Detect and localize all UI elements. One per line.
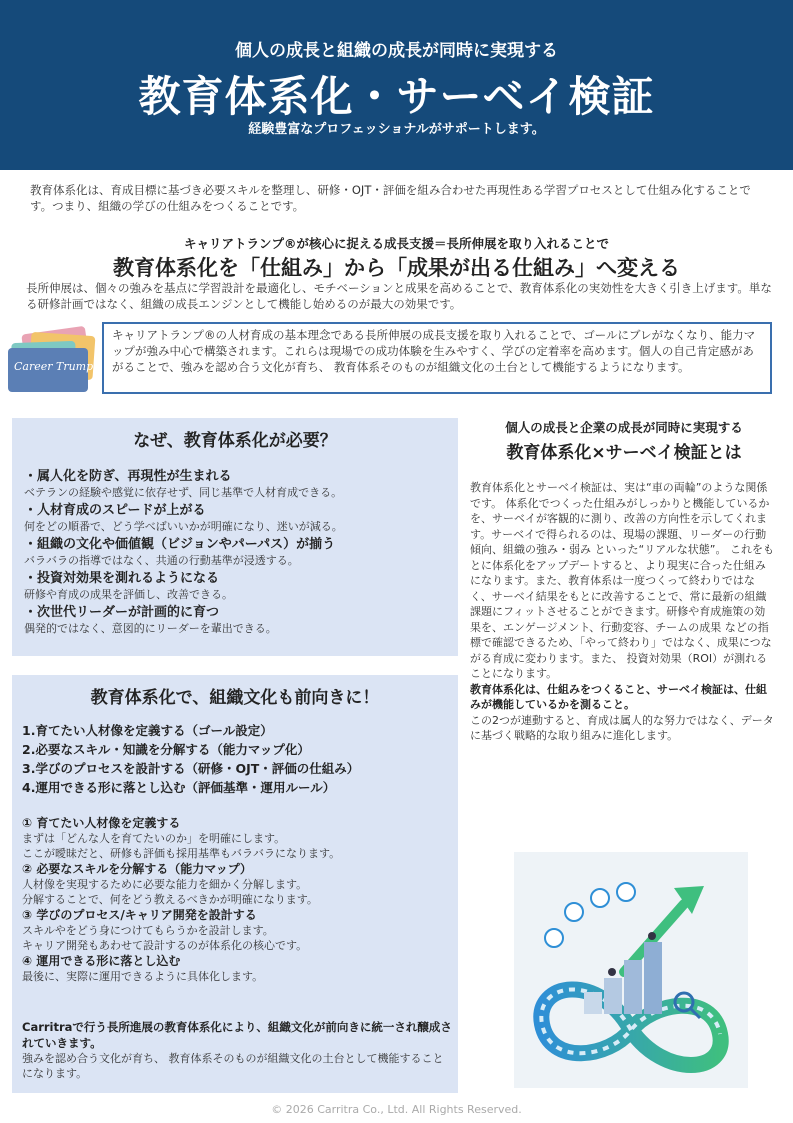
step-item: 4.運用できる形に落とし込む（評価基準・運用ルール）: [22, 780, 336, 795]
detail-line: スキルやをどう身につけてもらうかを設計します。: [22, 924, 274, 937]
careertrump-body: 長所伸展は、個々の強みを基点に学習設計を最適化し、モチベーションと成果を高めることで、教育体系化の実効性を大きく引き上げます。単なる研修計画ではなく、組織の成長エンジンとして機能し始めるのが最大の効果です。: [26, 281, 772, 311]
careertrump-title: 教育体系化を「仕組み」から「成果が出る仕組み」へ変える: [113, 256, 680, 280]
why-item-desc: バラバラの指導ではなく、共通の行動基準が浸透する。: [24, 554, 299, 567]
list-item: [24, 536, 454, 568]
step-item: 1.育てたい人材像を定義する（ゴール設定）: [22, 723, 273, 738]
why-item-desc: 研修や育成の成果を評価し、改善できる。: [24, 588, 233, 601]
why-item-heading: ・投資対効果を測れるようになる: [24, 571, 220, 586]
step-details: [22, 815, 452, 984]
why-item-desc: 何をどの順番で、どう学べばいいかが明確になり、迷いが減る。: [24, 520, 343, 533]
survey-paragraph: 教育体系化とサーベイ検証は、実は“車の両輪”のような関係です。 体系化でつくった仕組みがしっかりと機能しているかを、サーベイが客観的に測り、改善の方向性を示してくれます。サーベイで得られるのは、現場の課題、リーダーの行動傾向、組織の強み・弱み といった“リアルな状態”。 これをもとに体系化をアップデートすると、より現実に合った仕組みになります。また、教育体系は一度つくって終わりではなく、サーベイ結果をもとに改善することで、常に最新の組織課題にフィットさせることができます。研修や育成施策の効果を、エンゲージメント、行動変容、チームの成果 などの指標で確認できるため、「やって終わり」ではなく、成果につながる育成に変わります。また、 投資対効果（ROI）が測れることになります。: [470, 481, 774, 680]
survey-bold-statement: 教育体系化は、仕組みをつくること、サーベイ検証は、仕組みが機能しているかを測ること。: [470, 682, 767, 711]
why-item-heading: ・人材育成のスピードが上がる: [24, 503, 206, 518]
detail-heading: ① 育てたい人材像を定義する: [22, 816, 181, 830]
summary-desc: 強みを認め合う文化が育ち、 教育体系そのものが組織文化の土台として機能することになります。: [22, 1052, 444, 1080]
survey-body: [470, 480, 774, 744]
detail-heading: ③ 学びのプロセス/キャリア開発を設計する: [22, 908, 257, 922]
why-item-heading: ・次世代リーダーが計画的に育つ: [24, 605, 220, 620]
career-trump-logo: Career Trump: [14, 360, 94, 373]
detail-line: まずは「どんな人を育てたいのか」を明確にします。: [22, 832, 286, 845]
detail-item: [22, 953, 452, 984]
detail-item: [22, 861, 452, 907]
why-item-desc: ベテランの経験や感覚に依存せず、同じ基準で人材育成できる。: [24, 486, 343, 499]
culture-title: 教育体系化で、組織文化も前向きに！: [90, 688, 380, 708]
step-list: [22, 721, 452, 797]
survey-kicker: 個人の成長と企業の成長が同時に実現する: [505, 420, 743, 435]
why-item-heading: ・属人化を防ぎ、再現性が生まれる: [24, 469, 232, 484]
survey-conclusion: この2つが連動すると、育成は属人的な努力ではなく、データに基づく戦略的な取り組みに進化します。: [470, 713, 774, 742]
detail-heading: ② 必要なスキルを分解する（能力マップ）: [22, 862, 252, 876]
careertrump-callout: キャリアトランプ®の人材育成の基本理念である長所伸展の成長支援を取り入れることで、ゴールにブレがなくなり、能力マップが強み中心で構築されます。これらは現場での成功体験を生みやすく、学びの定着率を高めます。個人の自己肯定感があがることで、強みを認め合う文化が育ち、 教育体系そのものが組織文化の土台として機能するようになります。: [102, 322, 772, 394]
detail-heading: ④ 運用できる形に落とし込む: [22, 954, 181, 968]
why-item-heading: ・組織の文化や価値観（ビジョンやパーパス）が揃う: [24, 537, 336, 552]
detail-item: [22, 815, 452, 861]
detail-line: 人材像を実現するために必要な能力を細かく分解します。: [22, 878, 308, 891]
career-trump-cards-image: [6, 326, 98, 398]
list-item: [24, 502, 454, 534]
why-title: なぜ、教育体系化が必要？: [133, 431, 337, 451]
list-item: [24, 570, 454, 602]
detail-line: 分解することで、何をどう教えるべきかが明確になります。: [22, 893, 318, 906]
page-title: 教育体系化・サーベイ検証: [138, 72, 655, 121]
infinity-growth-icon: [514, 852, 748, 1088]
intro-text: 教育体系化は、育成目標に基づき必要スキルを整理し、研修・OJT・評価を組み合わせた再現性ある学習プロセスとして仕組み化することです。つまり、組織の学びの仕組みをつくることです。: [30, 183, 751, 213]
why-section: [12, 418, 458, 656]
why-item-desc: 偶発的ではなく、意図的にリーダーを輩出できる。: [24, 622, 277, 635]
list-item: [24, 468, 454, 500]
detail-item: [22, 907, 452, 953]
header-subtitle: 経験豊富なプロフェッショナルがサポートします。: [248, 122, 545, 137]
survey-title: 教育体系化×サーベイ検証とは: [506, 443, 742, 463]
step-item: 2.必要なスキル・知識を分解する（能力マップ化）: [22, 742, 310, 757]
footer-copyright: © 2026 Carritra Co., Ltd. All Rights Reserved.: [271, 1103, 522, 1116]
careertrump-kicker: キャリアトランプ®が核心に捉える成長支援＝長所伸展を取り入れることで: [183, 236, 609, 251]
detail-line: キャリア開発もあわせて設計するのが体系化の核心です。: [22, 939, 308, 952]
why-list: [24, 468, 454, 638]
detail-line: ここが曖昧だと、研修も評価も採用基準もバラバラになります。: [22, 847, 341, 860]
culture-section: [12, 675, 458, 1093]
header-kicker: 個人の成長と組織の成長が同時に実現する: [235, 41, 558, 61]
culture-summary: [22, 1019, 452, 1081]
detail-line: 最後に、実際に運用できるように具体化します。: [22, 970, 264, 983]
growth-cycle-illustration: [514, 852, 748, 1088]
list-item: [24, 604, 454, 636]
summary-heading: Carritraで行う長所進展の教育体系化により、組織文化が前向きに統一され醸成されていきます。: [22, 1020, 452, 1050]
header-banner: [0, 0, 793, 170]
step-item: 3.学びのプロセスを設計する（研修・OJT・評価の仕組み）: [22, 761, 360, 776]
